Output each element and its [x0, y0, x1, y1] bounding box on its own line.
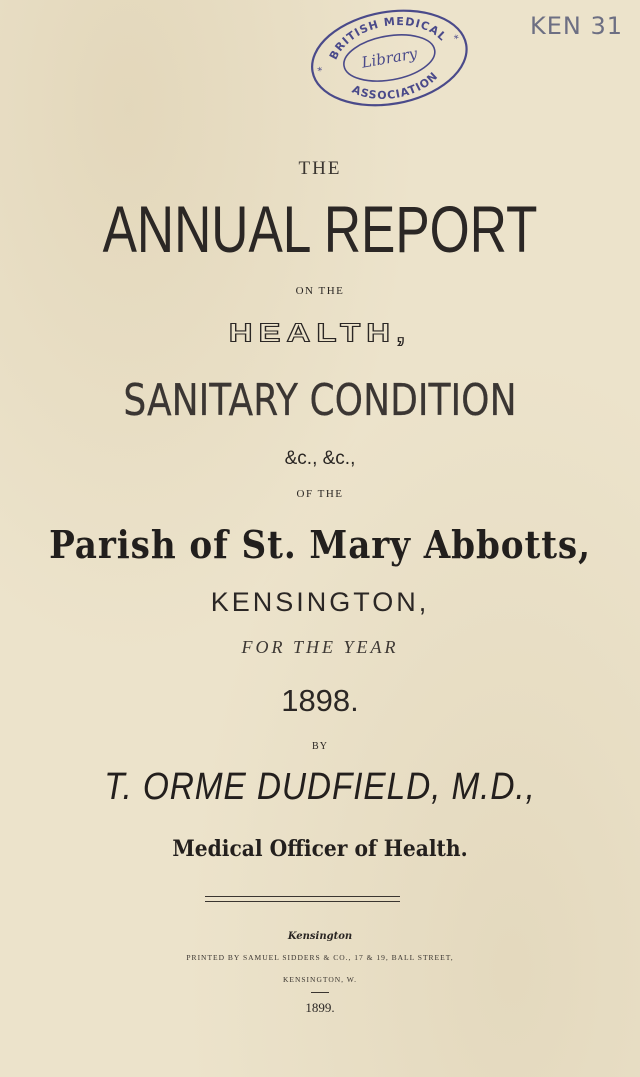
title-kensington: KENSINGTON, — [210, 587, 430, 617]
stamp-center-text: Library — [360, 44, 419, 72]
title-the: THE — [298, 158, 342, 179]
imprint-place: Kensington — [287, 931, 353, 942]
title-annual-report: ANNUAL REPORT — [102, 192, 538, 266]
author-role: Medical Officer of Health. — [172, 836, 468, 862]
imprint-year: 1899. — [305, 1000, 335, 1015]
title-health: HEALTH, — [228, 318, 412, 347]
handwritten-shelfmark: KEN 31 — [530, 12, 624, 40]
title-of-the: OF THE — [296, 488, 344, 500]
library-stamp — [302, 2, 477, 110]
divider-rule — [205, 901, 400, 902]
stamp-top-text: BRITISH MEDICAL — [326, 14, 450, 62]
stamp-star-icon: * — [453, 33, 461, 46]
stamp-star-icon: * — [316, 65, 324, 78]
author-name: T. ORME DUDFIELD, M.D., — [104, 766, 536, 808]
title-on-the: ON THE — [295, 285, 345, 297]
title-parish: Parish of St. Mary Abbotts, — [49, 522, 591, 567]
title-for-the-year: FOR THE YEAR — [241, 637, 399, 657]
stamp-bottom-text: ASSOCIATION — [350, 69, 441, 102]
title-sanitary-condition: SANITARY CONDITION — [123, 375, 517, 426]
divider-rule — [205, 896, 400, 897]
title-by: BY — [312, 741, 328, 752]
title-year: 1898. — [281, 683, 359, 718]
imprint-address: KENSINGTON, W. — [282, 975, 358, 984]
title-etc: &c., &c., — [284, 448, 356, 469]
imprint-printer: PRINTED BY SAMUEL SIDDERS & CO., 17 & 19, BALL STREET, — [186, 953, 454, 962]
imprint-rule — [311, 992, 329, 993]
